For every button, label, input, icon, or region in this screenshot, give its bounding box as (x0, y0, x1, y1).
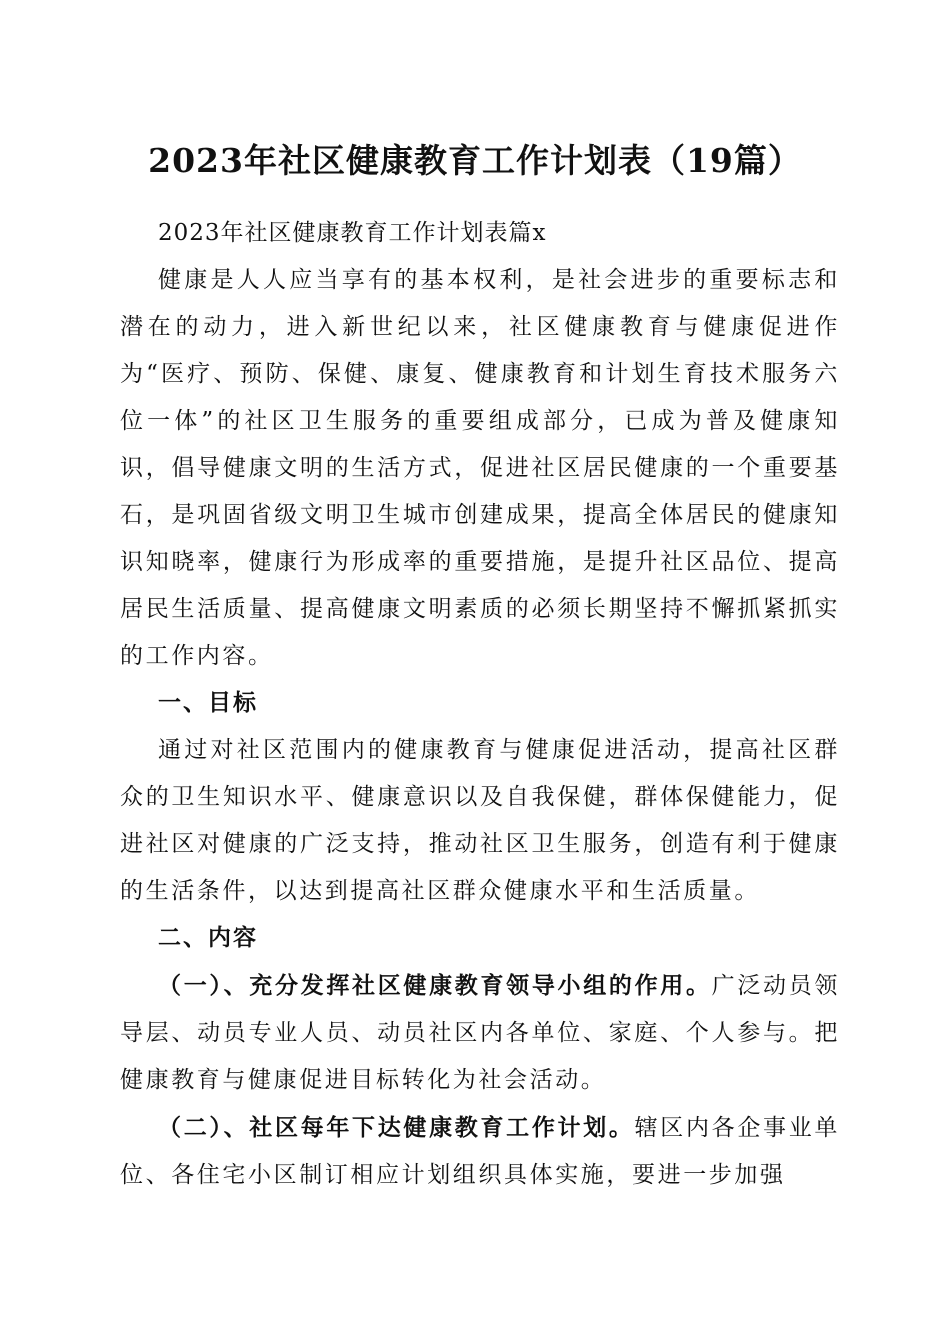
document-body (120, 210, 840, 1199)
document-subtitle: 2023年社区健康教育工作计划表篇x (158, 220, 547, 246)
section-heading-content: 二、内容 (158, 925, 258, 951)
content-item-1-heading: （一）、充分发挥社区健康教育领导小组的作用。 (158, 972, 712, 999)
intro-paragraph: 健康是人人应当享有的基本权利，是社会进步的重要标志和潜在的动力，进入新世纪以来，社区健康教育与健康促进作为“医疗、预防、保健、康复、健康教育和计划生育技术服务六位一体”的社区卫生服务的重要组成部分，已成为普及健康知识，倡导健康文明的生活方式，促进社区居民健康的一个重要基石，是巩固省级文明卫生城市创建成果，提高全体居民的健康知识知晓率，健康行为形成率的重要措施，是提升社区品位、提高居民生活质量、提高健康文明素质的必须长期坚持不懈抓紧抓实的工作内容。 (120, 267, 840, 669)
content-item-2 (120, 1104, 840, 1199)
content-item-2-heading: （二）、社区每年下达健康教育工作计划。 (158, 1114, 635, 1141)
content-item-2-text: 辖区内各企事业单位、各住宅小区制订相应计划组织具体实施，要进一步加强 (120, 1115, 840, 1188)
goals-paragraph: 通过对社区范围内的健康教育与健康促进活动，提高社区群众的卫生知识水平、健康意识以及自我保健，群体保健能力，促进社区对健康的广泛支持，推动社区卫生服务，创造有利于健康的生活条件，以达到提高社区群众健康水平和生活质量。 (120, 737, 840, 904)
content-item-1-text: 广泛动员领导层、动员专业人员、动员社区内各单位、家庭、个人参与。把健康教育与健康促进目标转化为社会活动。 (120, 973, 841, 1093)
section-heading-goals: 一、目标 (158, 690, 258, 716)
content-item-1 (120, 962, 840, 1104)
document-title: 2023年社区健康教育工作计划表（19篇） (148, 141, 802, 180)
